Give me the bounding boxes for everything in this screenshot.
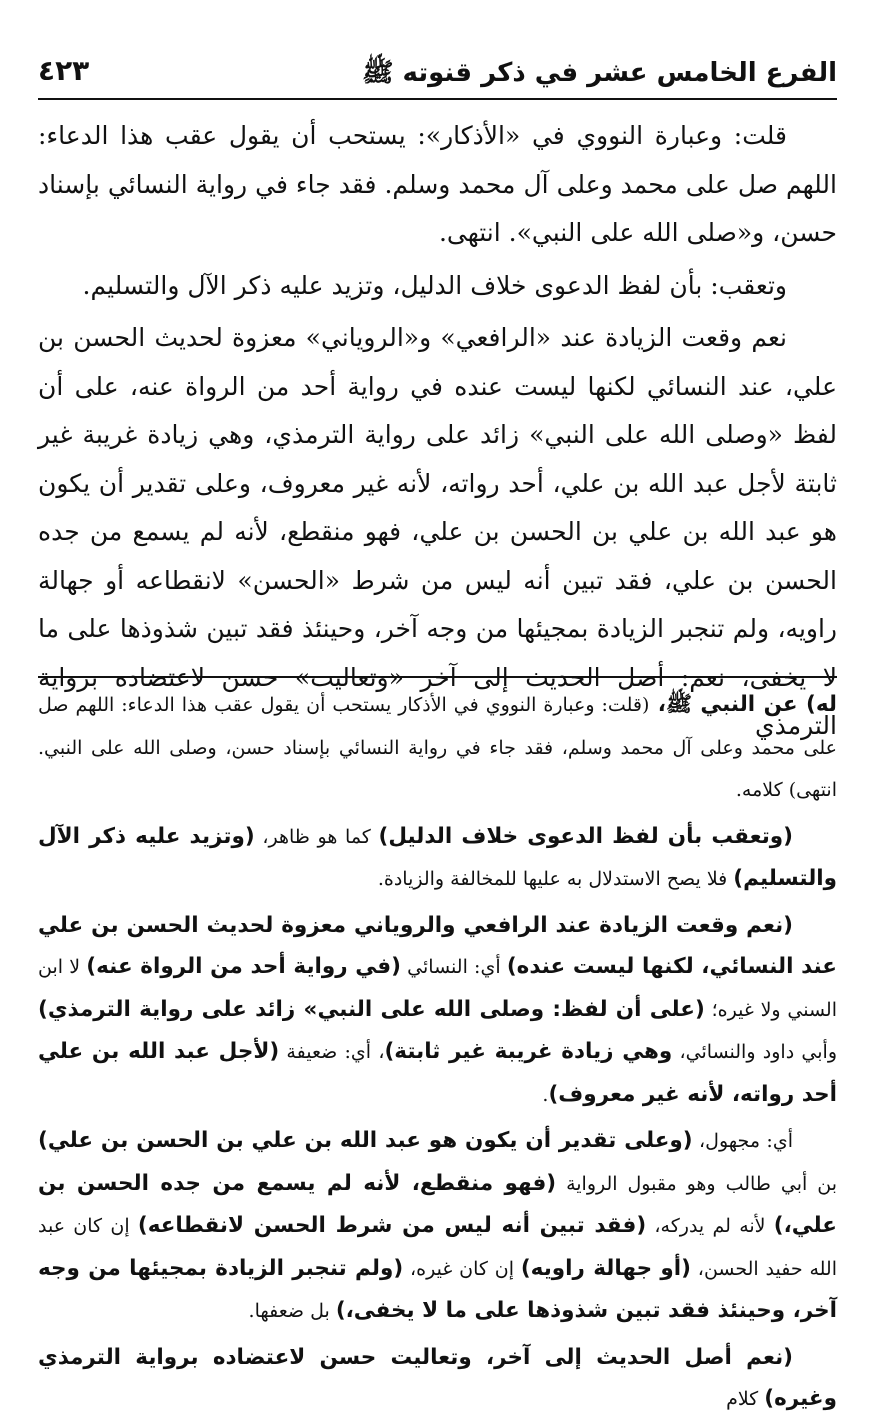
commentary-text: إن كان غيره، [403,1257,521,1280]
commentary-paragraph-3 [38,905,837,1117]
commentary-text: لا ابن السني ولا غيره؛ [38,956,837,1021]
commentary-text: ، أي: ضعيفة [279,1041,385,1063]
book-page [38,0,838,1411]
commentary-text: كلام [726,1388,765,1410]
quoted-text: (على أن لفظ: وصلى الله على النبي» زائد على رواية الترمذي) [38,996,705,1022]
main-paragraph-2: وتعقب: بأن لفظ الدعوى خلاف الدليل، وتزيد عليه ذكر الآل والتسليم. [82,270,787,300]
quoted-text: (نعم وقعت الزيادة عند الرافعي والروياني معزوة لحديث الحسن بن علي عند النسائي، لكنها ليست عنده) [38,912,837,979]
commentary-text: أي: مجهول، [692,1130,793,1152]
commentary-text: بل ضعفها. [248,1300,336,1322]
running-header [38,48,837,100]
quoted-text: (وتعقب بأن لفظ الدعوى خلاف الدليل) [378,823,793,849]
main-paragraph-1: قلت: وعبارة النووي في «الأذكار»: يستحب أن يقول عقب هذا الدعاء: اللهم صل على محمد وعلى آل محمد وسلم. فقد جاء في رواية النسائي بإسناد حسن، و«صلى الله على النبي». انتهى. [38,121,837,247]
main-text [38,112,837,755]
quoted-text: (أو جهالة راويه) [520,1255,691,1281]
quoted-text: وهي زيادة غريبة غير ثابتة) [384,1039,673,1064]
quoted-text: (فهو منقطع، لأنه لم يسمع من جده الحسن بن علي،) [38,1170,837,1238]
commentary-text: فلا يصح الاستدلال به عليها للمخالفة والزيادة. [377,868,734,890]
commentary-paragraph-4 [38,1120,837,1333]
chapter-title: الفرع الخامس عشر في ذكر قنوته ﷺ [362,58,837,88]
commentary-paragraph-2 [38,816,837,901]
commentary-paragraph-5 [38,1337,837,1421]
quoted-text: (فقد تبين أنه ليس من شرط الحسن لانقطاعه) [137,1213,647,1238]
page-number: ٤٢٣ [38,54,90,87]
commentary-text: بن أبي طالب وهو مقبول الرواية [556,1172,837,1195]
commentary-text: كما هو ظاهر، [254,825,379,848]
commentary-text: وأبي داود والنسائي، [672,1041,837,1063]
commentary-text: لأنه لم يدركه، [646,1215,774,1237]
quoted-text: (نعم أصل الحديث إلى آخر، وتعاليت حسن لاعتضاده برواية الترمذي وغيره) [38,1344,837,1411]
commentary-text: كلامه. [735,779,789,801]
commentary-paragraph-1 [38,684,837,812]
quoted-text: (لأجل عبد الله بن علي أحد رواته، لأنه غير معروف) [38,1039,837,1107]
main-paragraph-3: نعم وقعت الزيادة عند «الرافعي» و«الروياني» معزوة لحديث الحسن بن علي، عند النسائي لكنها ليست عنده في رواية أحد من الرواة عنه، على أن لفظ «وصلى الله على النبي» زائد على رواية الترمذي، وهي زيادة غريبة غير ثابتة لأجل عبد الله بن علي، أحد رواته، لأنه غير معروف، وعلى تقدير أن يكون هو عبد الله بن علي بن الحسن بن علي، فهو منقطع، لأنه لم يسمع من جده الحسن بن علي، فقد تبين أنه ليس من شرط «الحسن» لانقطاعه أو جهالة راويه، ولم تنجبر الزيادة بمجيئها من وجه آخر، وحينئذ فقد تبين شذوذها على ما لا يخفى، نعم: أصل الحديث إلى آخر «وتعاليت» حسن لاعتضاده برواية الترمذي [38,323,837,740]
commentary-text: إن كان عبد الله حفيد الحسن، [38,1215,838,1280]
quoted-text: (ولم تنجبر الزيادة بمجيئها من وجه آخر، وحينئذ فقد تبين شذوذها على ما لا يخفى،) [38,1255,837,1323]
commentary-divider [38,676,837,678]
quoted-text: (وتزيد عليه ذكر الآل والتسليم) [38,823,837,891]
quoted-text: (في رواية أحد من الرواة عنه) [86,954,401,979]
commentary-text: أي: النسائي [400,956,507,978]
quoted-text: له) عن النبي ﷺ، [649,692,837,717]
quoted-text: (وعلى تقدير أن يكون هو عبد الله بن علي بن الحسن بن علي) [38,1128,693,1153]
commentary [38,684,837,1425]
commentary-text: . [542,1083,549,1106]
commentary-text: (قلت: وعبارة النووي في الأذكار يستحب أن يقول عقب هذا الدعاء: اللهم صل على محمد وعلى آل محمد وسلم، فقد جاء في رواية النسائي بإسناد حسن، وصلى الله على النبي. انتهى) [38,694,837,801]
